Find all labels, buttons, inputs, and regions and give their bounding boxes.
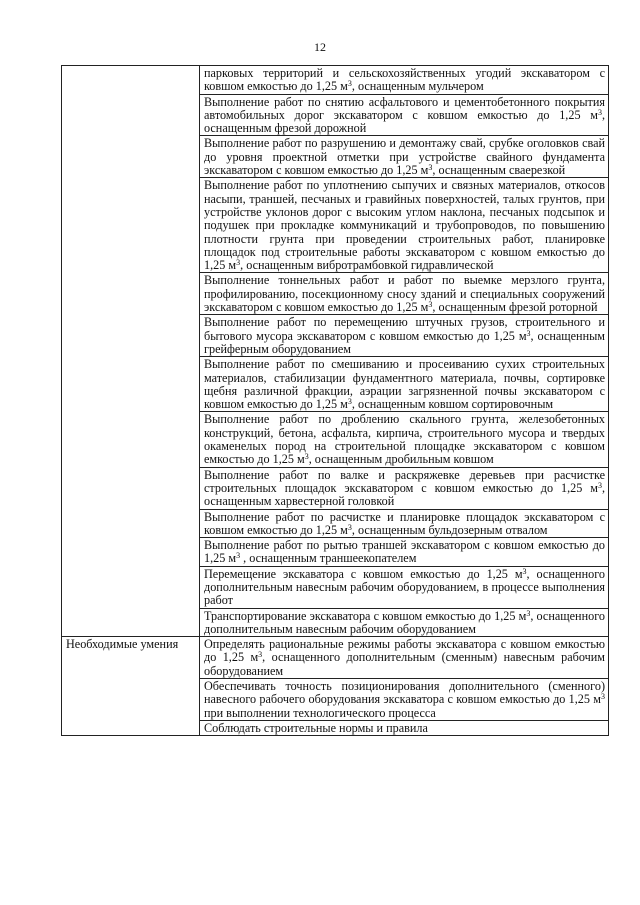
table-cell-item: Соблюдать строительные нормы и правила: [200, 720, 609, 735]
table-cell-item: Выполнение работ по валке и раскряжевке деревьев при расчистке строительных площадок экскаватором с ковшом емкостью до 1,25 $м^3$, оснащенным харвестерной головкой: [200, 467, 609, 509]
table-cell-item: Транспортирование экскаватора с ковшом емкостью до 1,25 $м^3$, оснащенного дополнительным навесным рабочим оборудованием: [200, 608, 609, 637]
page-number: 12: [314, 40, 326, 54]
table-cell-item: Выполнение работ по расчистке и планировке площадок экскаватором с ковшом емкостью до 1,25 $м^3$, оснащенным бульдозерным отвалом: [200, 509, 609, 538]
competency-table: [61, 65, 609, 736]
table-cell-item: Обеспечивать точность позиционирования дополнительного (сменного) навесного рабочего оборудования экскаватора с ковшом емкостью до 1,25 $м^3$ при выполнении технологического процесса: [200, 679, 609, 721]
table-cell-item: Выполнение работ по смешиванию и просеиванию сухих строительных материалов, стабилизации фундаментного материала, почвы, сортировке щебня различной фракции, аэрации загрязненной почвы экскаватором с ковшом емкостью до 1,25 $м^3$, оснащенным ковшом сортировочным: [200, 357, 609, 412]
table-cell-item: парковых территорий и сельскохозяйственных угодий экскаватором с ковшом емкостью до 1,25 $м^3$, оснащенным мульчером: [200, 66, 609, 95]
table-cell-item: Выполнение тоннельных работ и работ по выемке мерзлого грунта, профилированию, посекционному сносу зданий и специальных сооружений экскаватором с ковшом емкостью до 1,25 $м^3$, оснащенным фрезой роторной: [200, 273, 609, 315]
table-cell-item: Выполнение работ по дроблению скального грунта, железобетонных конструкций, бетона, асфальта, кирпича, строительного мусора и твердых окаменелых пород на строительной площадке экскаватором с ковшом емкостью до 1,25 $м^3$, оснащенным дробильным ковшом: [200, 412, 609, 467]
table-cell-item: Определять рациональные режимы работы экскаватора с ковшом емкостью до 1,25 $м^3$, оснащенного дополнительным (сменным) навесным рабочим оборудованием: [200, 637, 609, 679]
table-row: [62, 66, 609, 95]
table-cell-item: Выполнение работ по рытью траншей экскаватором с ковшом емкостью до 1,25 $м^3$ , оснащенным траншеекопателем: [200, 538, 609, 567]
table-cell-item: Выполнение работ по разрушению и демонтажу свай, срубке оголовков свай до уровня проектной отметки при устройстве свайного фундамента экскаватором с ковшом емкостью до 1,25 $м^3$, оснащенным сваерезкой: [200, 136, 609, 178]
row-label-empty: [62, 66, 200, 637]
table-row: [62, 637, 609, 679]
table-cell-item: Перемещение экскаватора с ковшом емкостью до 1,25 $м^3$, оснащенного дополнительным навесным рабочим оборудованием, в процессе выполнения работ: [200, 566, 609, 608]
table-body: [62, 66, 609, 736]
row-label-skills: Необходимые умения: [62, 637, 200, 736]
table-cell-item: Выполнение работ по уплотнению сыпучих и связных материалов, откосов насыпи, траншей, песчаных и гравийных поверхностей, талых грунтов, при устройстве уклонов дорог с высоким углом наклона, песчаных подсыпок и подушек при прокладке коммуникаций и трубопроводов, по повышению плотности грунта при проведении строительных работ, планировке площадок под строительные работы экскаватором с ковшом емкостью до 1,25 $м^3$, оснащенным вибротрамбовкой гидравлической: [200, 178, 609, 273]
table-cell-item: Выполнение работ по снятию асфальтового и цементобетонного покрытия автомобильных дорог экскаватором с ковшом емкостью до 1,25 $м^3$, оснащенным фрезой дорожной: [200, 94, 609, 136]
table-cell-item: Выполнение работ по перемещению штучных грузов, строительного и бытового мусора экскаватором с ковшом емкостью до 1,25 $м^3$, оснащенным грейферным оборудованием: [200, 315, 609, 357]
